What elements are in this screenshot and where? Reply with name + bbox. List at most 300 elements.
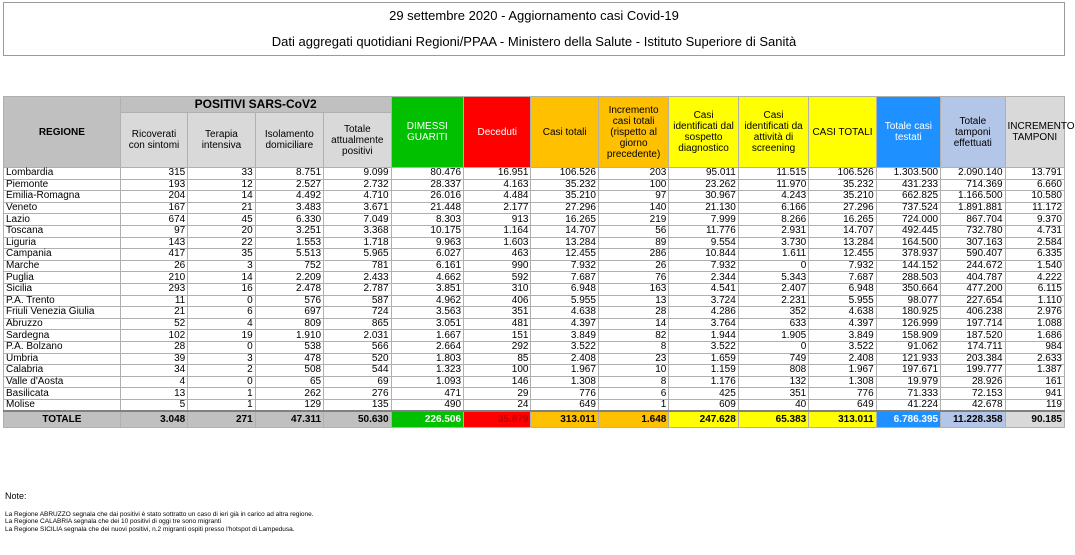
value-cell: 227.654 xyxy=(941,295,1005,307)
value-cell: 3.671 xyxy=(324,202,391,214)
note-line: La Regione CALABRIA segnala che dei 10 positivi di oggi tre sono migranti xyxy=(5,518,222,525)
value-cell: 5.955 xyxy=(809,295,876,307)
value-cell: 106.526 xyxy=(531,168,598,180)
value-cell: 97 xyxy=(120,225,187,237)
value-cell: 6.115 xyxy=(1005,283,1064,295)
value-cell: 697 xyxy=(255,307,323,319)
value-cell: 21.448 xyxy=(391,202,463,214)
value-cell: 288.503 xyxy=(876,272,940,284)
value-cell: 2.787 xyxy=(324,283,391,295)
value-cell: 0 xyxy=(188,341,255,353)
value-cell: 3.368 xyxy=(324,225,391,237)
value-cell: 478 xyxy=(255,353,323,365)
value-cell: 1.308 xyxy=(809,376,876,388)
value-cell: 199.777 xyxy=(941,365,1005,377)
notes-title: Note: xyxy=(5,491,27,501)
value-cell: 6.948 xyxy=(809,283,876,295)
value-cell: 310 xyxy=(464,283,531,295)
value-cell: 3.483 xyxy=(255,202,323,214)
value-cell: 6.330 xyxy=(255,214,323,226)
region-name-cell: Lazio xyxy=(4,214,121,226)
value-cell: 7.999 xyxy=(669,214,738,226)
value-cell: 11.970 xyxy=(738,179,808,191)
value-cell: 13.284 xyxy=(531,237,598,249)
value-cell: 3.522 xyxy=(531,341,598,353)
value-cell: 1.603 xyxy=(464,237,531,249)
value-cell: 1.308 xyxy=(531,376,598,388)
value-cell: 35.232 xyxy=(809,179,876,191)
value-cell: 126.999 xyxy=(876,318,940,330)
value-cell: 22 xyxy=(188,237,255,249)
region-name-cell: Sardegna xyxy=(4,330,121,342)
value-cell: 649 xyxy=(809,399,876,411)
value-cell: 1.159 xyxy=(669,365,738,377)
value-cell: 724 xyxy=(324,307,391,319)
value-cell: 13.791 xyxy=(1005,168,1064,180)
value-cell: 26 xyxy=(120,260,187,272)
value-cell: 34 xyxy=(120,365,187,377)
value-cell: 167 xyxy=(120,202,187,214)
value-cell: 481 xyxy=(464,318,531,330)
value-cell: 431.233 xyxy=(876,179,940,191)
value-cell: 2.209 xyxy=(255,272,323,284)
value-cell: 1.803 xyxy=(391,353,463,365)
region-name-cell: Veneto xyxy=(4,202,121,214)
value-cell: 8.266 xyxy=(738,214,808,226)
value-cell: 0 xyxy=(738,260,808,272)
value-cell: 1.303.500 xyxy=(876,168,940,180)
value-cell: 4.638 xyxy=(809,307,876,319)
value-cell: 3.051 xyxy=(391,318,463,330)
total-label: TOTALE xyxy=(4,411,121,428)
value-cell: 9.099 xyxy=(324,168,391,180)
value-cell: 724.000 xyxy=(876,214,940,226)
value-cell: 2 xyxy=(188,365,255,377)
value-cell: 4 xyxy=(188,318,255,330)
value-cell: 28 xyxy=(598,307,668,319)
total-value-cell: 35.879 xyxy=(464,411,531,428)
value-cell: 732.780 xyxy=(941,225,1005,237)
value-cell: 6.948 xyxy=(531,283,598,295)
value-cell: 262 xyxy=(255,388,323,400)
value-cell: 492.445 xyxy=(876,225,940,237)
table-row xyxy=(4,399,1065,411)
notes-section xyxy=(5,492,314,533)
value-cell: 2.407 xyxy=(738,283,808,295)
region-name-cell: Liguria xyxy=(4,237,121,249)
value-cell: 1.387 xyxy=(1005,365,1064,377)
value-cell: 197.714 xyxy=(941,318,1005,330)
value-cell: 1 xyxy=(188,388,255,400)
header-incremento-tamponi: INCREMENTO TAMPONI xyxy=(1005,97,1064,168)
value-cell: 3.730 xyxy=(738,237,808,249)
value-cell: 14 xyxy=(188,272,255,284)
value-cell: 35.210 xyxy=(531,191,598,203)
value-cell: 16 xyxy=(188,283,255,295)
value-cell: 197.671 xyxy=(876,365,940,377)
table-row xyxy=(4,365,1065,377)
value-cell: 315 xyxy=(120,168,187,180)
value-cell: 3.849 xyxy=(809,330,876,342)
value-cell: 3.563 xyxy=(391,307,463,319)
value-cell: 5.965 xyxy=(324,249,391,261)
value-cell: 219 xyxy=(598,214,668,226)
value-cell: 143 xyxy=(120,237,187,249)
value-cell: 21 xyxy=(120,307,187,319)
value-cell: 477.200 xyxy=(941,283,1005,295)
value-cell: 21 xyxy=(188,202,255,214)
value-cell: 4.710 xyxy=(324,191,391,203)
value-cell: 2.433 xyxy=(324,272,391,284)
value-cell: 4.222 xyxy=(1005,272,1064,284)
value-cell: 2.408 xyxy=(809,353,876,365)
value-cell: 4 xyxy=(120,376,187,388)
value-cell: 174.711 xyxy=(941,341,1005,353)
value-cell: 2.633 xyxy=(1005,353,1064,365)
region-name-cell: Abruzzo xyxy=(4,318,121,330)
value-cell: 2.931 xyxy=(738,225,808,237)
value-cell: 3.849 xyxy=(531,330,598,342)
region-name-cell: Umbria xyxy=(4,353,121,365)
value-cell: 21.130 xyxy=(669,202,738,214)
value-cell: 12.455 xyxy=(531,249,598,261)
value-cell: 7.932 xyxy=(531,260,598,272)
value-cell: 7.687 xyxy=(531,272,598,284)
value-cell: 97 xyxy=(598,191,668,203)
value-cell: 140 xyxy=(598,202,668,214)
value-cell: 406 xyxy=(464,295,531,307)
value-cell: 276 xyxy=(324,388,391,400)
value-cell: 95.011 xyxy=(669,168,738,180)
value-cell: 244.672 xyxy=(941,260,1005,272)
table-row xyxy=(4,341,1065,353)
value-cell: 11.172 xyxy=(1005,202,1064,214)
value-cell: 984 xyxy=(1005,341,1064,353)
region-name-cell: Puglia xyxy=(4,272,121,284)
value-cell: 3.764 xyxy=(669,318,738,330)
total-value-cell: 3.048 xyxy=(120,411,187,428)
value-cell: 404.787 xyxy=(941,272,1005,284)
table-row xyxy=(4,376,1065,388)
value-cell: 203 xyxy=(598,168,668,180)
value-cell: 80.476 xyxy=(391,168,463,180)
value-cell: 6.166 xyxy=(738,202,808,214)
value-cell: 6 xyxy=(598,388,668,400)
value-cell: 10.844 xyxy=(669,249,738,261)
value-cell: 2.177 xyxy=(464,202,531,214)
value-cell: 129 xyxy=(255,399,323,411)
note-line: La Regione ABRUZZO segnala che dai positivi è stato sottratto un caso di ieri già in carico ad altra regione. xyxy=(5,510,314,518)
value-cell: 351 xyxy=(738,388,808,400)
value-cell: 292 xyxy=(464,341,531,353)
value-cell: 27.296 xyxy=(809,202,876,214)
value-cell: 1.176 xyxy=(669,376,738,388)
value-cell: 151 xyxy=(464,330,531,342)
value-cell: 649 xyxy=(531,399,598,411)
table-row xyxy=(4,272,1065,284)
value-cell: 69 xyxy=(324,376,391,388)
table-row xyxy=(4,260,1065,272)
region-name-cell: Valle d'Aosta xyxy=(4,376,121,388)
value-cell: 6.161 xyxy=(391,260,463,272)
value-cell: 5 xyxy=(120,399,187,411)
value-cell: 39 xyxy=(120,353,187,365)
value-cell: 3.522 xyxy=(669,341,738,353)
value-cell: 42.678 xyxy=(941,399,1005,411)
value-cell: 11.776 xyxy=(669,225,738,237)
table-row xyxy=(4,237,1065,249)
table-row xyxy=(4,353,1065,365)
value-cell: 56 xyxy=(598,225,668,237)
value-cell: 146 xyxy=(464,376,531,388)
header-terapia: Terapia intensiva xyxy=(188,113,255,168)
value-cell: 1.611 xyxy=(738,249,808,261)
value-cell: 144.152 xyxy=(876,260,940,272)
region-name-cell: Marche xyxy=(4,260,121,272)
note-line: La Regione SICILIA segnala che dei nuovi positivi, n.2 migranti ospiti presso l'hotspot di Lampedusa. xyxy=(5,525,295,533)
report-subtitle: Dati aggregati quotidiani Regioni/PPAA - Ministero della Salute - Istituto Superiore di Sanità xyxy=(271,34,797,49)
value-cell: 76 xyxy=(598,272,668,284)
value-cell: 590.407 xyxy=(941,249,1005,261)
total-value-cell: 65.383 xyxy=(738,411,808,428)
value-cell: 2.527 xyxy=(255,179,323,191)
value-cell: 8 xyxy=(598,376,668,388)
value-cell: 164.500 xyxy=(876,237,940,249)
value-cell: 865 xyxy=(324,318,391,330)
table-row xyxy=(4,191,1065,203)
value-cell: 40 xyxy=(738,399,808,411)
header-ricoverati: Ricoverati con sintomi xyxy=(120,113,187,168)
value-cell: 674 xyxy=(120,214,187,226)
value-cell: 1.686 xyxy=(1005,330,1064,342)
region-name-cell: Calabria xyxy=(4,365,121,377)
value-cell: 508 xyxy=(255,365,323,377)
value-cell: 98.077 xyxy=(876,295,940,307)
total-value-cell: 271 xyxy=(188,411,255,428)
value-cell: 102 xyxy=(120,330,187,342)
total-value-cell: 90.185 xyxy=(1005,411,1064,428)
table-row xyxy=(4,295,1065,307)
value-cell: 544 xyxy=(324,365,391,377)
value-cell: 2.478 xyxy=(255,283,323,295)
value-cell: 13 xyxy=(120,388,187,400)
value-cell: 592 xyxy=(464,272,531,284)
value-cell: 490 xyxy=(391,399,463,411)
value-cell: 28.337 xyxy=(391,179,463,191)
value-cell: 14.707 xyxy=(809,225,876,237)
value-cell: 72.153 xyxy=(941,388,1005,400)
value-cell: 35 xyxy=(188,249,255,261)
value-cell: 163 xyxy=(598,283,668,295)
value-cell: 4.163 xyxy=(464,179,531,191)
value-cell: 4.541 xyxy=(669,283,738,295)
value-cell: 23 xyxy=(598,353,668,365)
value-cell: 4.638 xyxy=(531,307,598,319)
value-cell: 8 xyxy=(598,341,668,353)
value-cell: 28 xyxy=(120,341,187,353)
value-cell: 11 xyxy=(120,295,187,307)
value-cell: 425 xyxy=(669,388,738,400)
value-cell: 13.284 xyxy=(809,237,876,249)
value-cell: 662.825 xyxy=(876,191,940,203)
value-cell: 12.455 xyxy=(809,249,876,261)
value-cell: 1.659 xyxy=(669,353,738,365)
value-cell: 82 xyxy=(598,330,668,342)
value-cell: 2.976 xyxy=(1005,307,1064,319)
table-row xyxy=(4,330,1065,342)
value-cell: 204 xyxy=(120,191,187,203)
value-cell: 3 xyxy=(188,353,255,365)
region-name-cell: Piemonte xyxy=(4,179,121,191)
value-cell: 609 xyxy=(669,399,738,411)
value-cell: 16.265 xyxy=(809,214,876,226)
value-cell: 4.962 xyxy=(391,295,463,307)
value-cell: 378.937 xyxy=(876,249,940,261)
region-name-cell: Emilia-Romagna xyxy=(4,191,121,203)
header-casi-totali: Casi totali xyxy=(531,97,598,168)
value-cell: 1.088 xyxy=(1005,318,1064,330)
value-cell: 2.408 xyxy=(531,353,598,365)
value-cell: 41.224 xyxy=(876,399,940,411)
value-cell: 749 xyxy=(738,353,808,365)
value-cell: 1.540 xyxy=(1005,260,1064,272)
value-cell: 351 xyxy=(464,307,531,319)
value-cell: 106.526 xyxy=(809,168,876,180)
value-cell: 158.909 xyxy=(876,330,940,342)
value-cell: 0 xyxy=(188,295,255,307)
value-cell: 752 xyxy=(255,260,323,272)
table-row xyxy=(4,307,1065,319)
value-cell: 1.553 xyxy=(255,237,323,249)
header-positivi-group: POSITIVI SARS-CoV2 xyxy=(120,97,391,113)
value-cell: 941 xyxy=(1005,388,1064,400)
value-cell: 4.662 xyxy=(391,272,463,284)
value-cell: 2.732 xyxy=(324,179,391,191)
value-cell: 28.926 xyxy=(941,376,1005,388)
value-cell: 2.031 xyxy=(324,330,391,342)
report-title: 29 settembre 2020 - Aggiornamento casi Covid-19 xyxy=(389,8,679,23)
value-cell: 6.335 xyxy=(1005,249,1064,261)
value-cell: 132 xyxy=(738,376,808,388)
value-cell: 5.343 xyxy=(738,272,808,284)
value-cell: 100 xyxy=(464,365,531,377)
total-value-cell: 11.228.358 xyxy=(941,411,1005,428)
value-cell: 1.910 xyxy=(255,330,323,342)
value-cell: 26 xyxy=(598,260,668,272)
value-cell: 3 xyxy=(188,260,255,272)
value-cell: 0 xyxy=(738,341,808,353)
value-cell: 286 xyxy=(598,249,668,261)
value-cell: 307.163 xyxy=(941,237,1005,249)
value-cell: 45 xyxy=(188,214,255,226)
total-value-cell: 226.506 xyxy=(391,411,463,428)
value-cell: 20 xyxy=(188,225,255,237)
value-cell: 89 xyxy=(598,237,668,249)
header-sospetto-diagnostico: Casi identificati dal sospetto diagnostico xyxy=(669,97,738,168)
value-cell: 6.027 xyxy=(391,249,463,261)
value-cell: 8.303 xyxy=(391,214,463,226)
value-cell: 14 xyxy=(188,191,255,203)
table-row xyxy=(4,168,1065,180)
covid-data-table xyxy=(3,96,1075,428)
value-cell: 13 xyxy=(598,295,668,307)
table-row xyxy=(4,283,1065,295)
value-cell: 776 xyxy=(531,388,598,400)
value-cell: 538 xyxy=(255,341,323,353)
value-cell: 19.979 xyxy=(876,376,940,388)
value-cell: 406.238 xyxy=(941,307,1005,319)
value-cell: 1.093 xyxy=(391,376,463,388)
value-cell: 1.967 xyxy=(809,365,876,377)
value-cell: 9.963 xyxy=(391,237,463,249)
value-cell: 5.513 xyxy=(255,249,323,261)
value-cell: 16.265 xyxy=(531,214,598,226)
value-cell: 1.110 xyxy=(1005,295,1064,307)
value-cell: 91.062 xyxy=(876,341,940,353)
region-name-cell: Basilicata xyxy=(4,388,121,400)
value-cell: 867.704 xyxy=(941,214,1005,226)
total-value-cell: 47.311 xyxy=(255,411,323,428)
value-cell: 12 xyxy=(188,179,255,191)
value-cell: 293 xyxy=(120,283,187,295)
value-cell: 187.520 xyxy=(941,330,1005,342)
value-cell: 3.724 xyxy=(669,295,738,307)
value-cell: 4.484 xyxy=(464,191,531,203)
value-cell: 85 xyxy=(464,353,531,365)
value-cell: 913 xyxy=(464,214,531,226)
table-row xyxy=(4,388,1065,400)
value-cell: 4.286 xyxy=(669,307,738,319)
value-cell: 566 xyxy=(324,341,391,353)
value-cell: 7.932 xyxy=(809,260,876,272)
value-cell: 10 xyxy=(598,365,668,377)
value-cell: 5.955 xyxy=(531,295,598,307)
value-cell: 6.660 xyxy=(1005,179,1064,191)
value-cell: 11.515 xyxy=(738,168,808,180)
value-cell: 3.251 xyxy=(255,225,323,237)
region-name-cell: P.A. Bolzano xyxy=(4,341,121,353)
value-cell: 10.580 xyxy=(1005,191,1064,203)
region-name-cell: Sicilia xyxy=(4,283,121,295)
region-name-cell: Friuli Venezia Giulia xyxy=(4,307,121,319)
header-totale-positivi: Totale attualmente positivi xyxy=(324,113,391,168)
value-cell: 27.296 xyxy=(531,202,598,214)
value-cell: 35.232 xyxy=(531,179,598,191)
total-value-cell: 247.628 xyxy=(669,411,738,428)
value-cell: 10.175 xyxy=(391,225,463,237)
value-cell: 1.166.500 xyxy=(941,191,1005,203)
value-cell: 417 xyxy=(120,249,187,261)
value-cell: 23.262 xyxy=(669,179,738,191)
value-cell: 24 xyxy=(464,399,531,411)
value-cell: 4.243 xyxy=(738,191,808,203)
header-dimessi: DIMESSI GUARITI xyxy=(391,97,463,168)
value-cell: 119 xyxy=(1005,399,1064,411)
value-cell: 65 xyxy=(255,376,323,388)
value-cell: 809 xyxy=(255,318,323,330)
value-cell: 990 xyxy=(464,260,531,272)
value-cell: 2.344 xyxy=(669,272,738,284)
total-value-cell: 313.011 xyxy=(531,411,598,428)
total-value-cell: 313.011 xyxy=(809,411,876,428)
header-deceduti: Deceduti xyxy=(464,97,531,168)
header-regione: REGIONE xyxy=(4,97,121,168)
value-cell: 1 xyxy=(598,399,668,411)
value-cell: 135 xyxy=(324,399,391,411)
value-cell: 6 xyxy=(188,307,255,319)
total-value-cell: 50.630 xyxy=(324,411,391,428)
table-row xyxy=(4,249,1065,261)
